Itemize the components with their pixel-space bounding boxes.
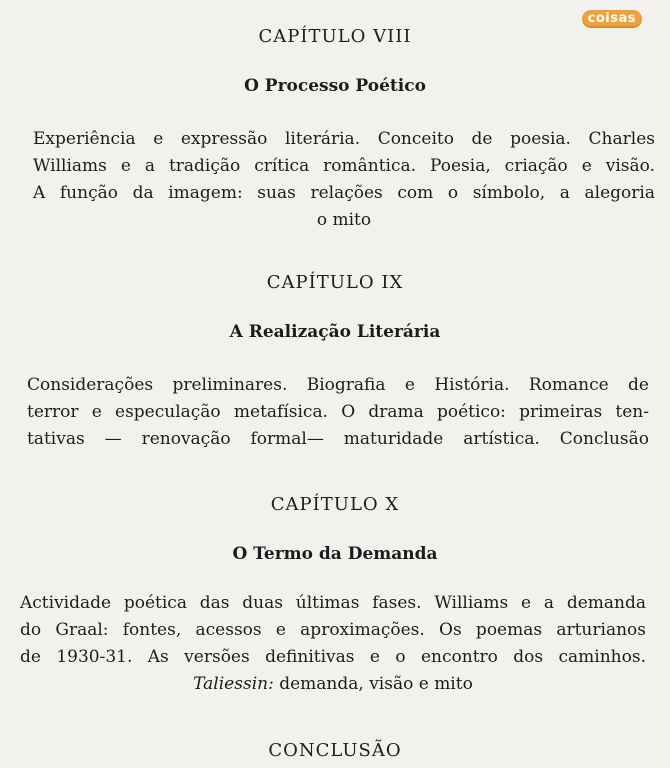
summary-line: Experiência e expressão literária. Conceito de poesia. Charles [33,129,655,149]
summary-line: A função da imagem: suas relações com o símbolo, a alegoria [33,183,655,203]
summary-line-rest: demanda, visão e mito [273,674,473,694]
chapter-viii-label: CAPÍTULO VIII [258,26,412,47]
chapter-x-summary [20,590,646,698]
summary-line: o mito [316,210,372,230]
chapter-ix-summary [27,372,649,453]
chapter-viii-title: O Processo Poético [244,76,426,96]
summary-line: Actividade poética das duas últimas fases. Williams e a demanda [20,593,646,613]
summary-line: do Graal: fontes, acessos e aproximações. Os poemas arturianos [20,620,646,640]
summary-line [20,671,646,698]
chapter-ix-label: CAPÍTULO IX [266,272,404,293]
summary-line: terror e especulação metafísica. O drama poético: primeiras ten- [27,402,649,422]
summary-line: Williams e a tradição crítica romântica. Poesia, criação e visão. [33,156,655,176]
summary-line: tativas — renovação formal— maturidade artística. Conclusão [27,429,649,449]
chapter-x-title: O Termo da Demanda [232,544,438,564]
watermark-logo: coisas [582,10,642,28]
conclusion-label: CONCLUSÃO [268,740,402,761]
chapter-viii-summary [33,126,655,234]
chapter-ix-title: A Realização Literária [229,322,441,342]
chapter-x-label: CAPÍTULO X [270,494,400,515]
taliessin-italic: Taliessin: [193,674,274,694]
summary-line: Considerações preliminares. Biografia e História. Romance de [27,375,649,395]
summary-line: de 1930-31. As versões definitivas e o encontro dos caminhos. [20,647,646,667]
